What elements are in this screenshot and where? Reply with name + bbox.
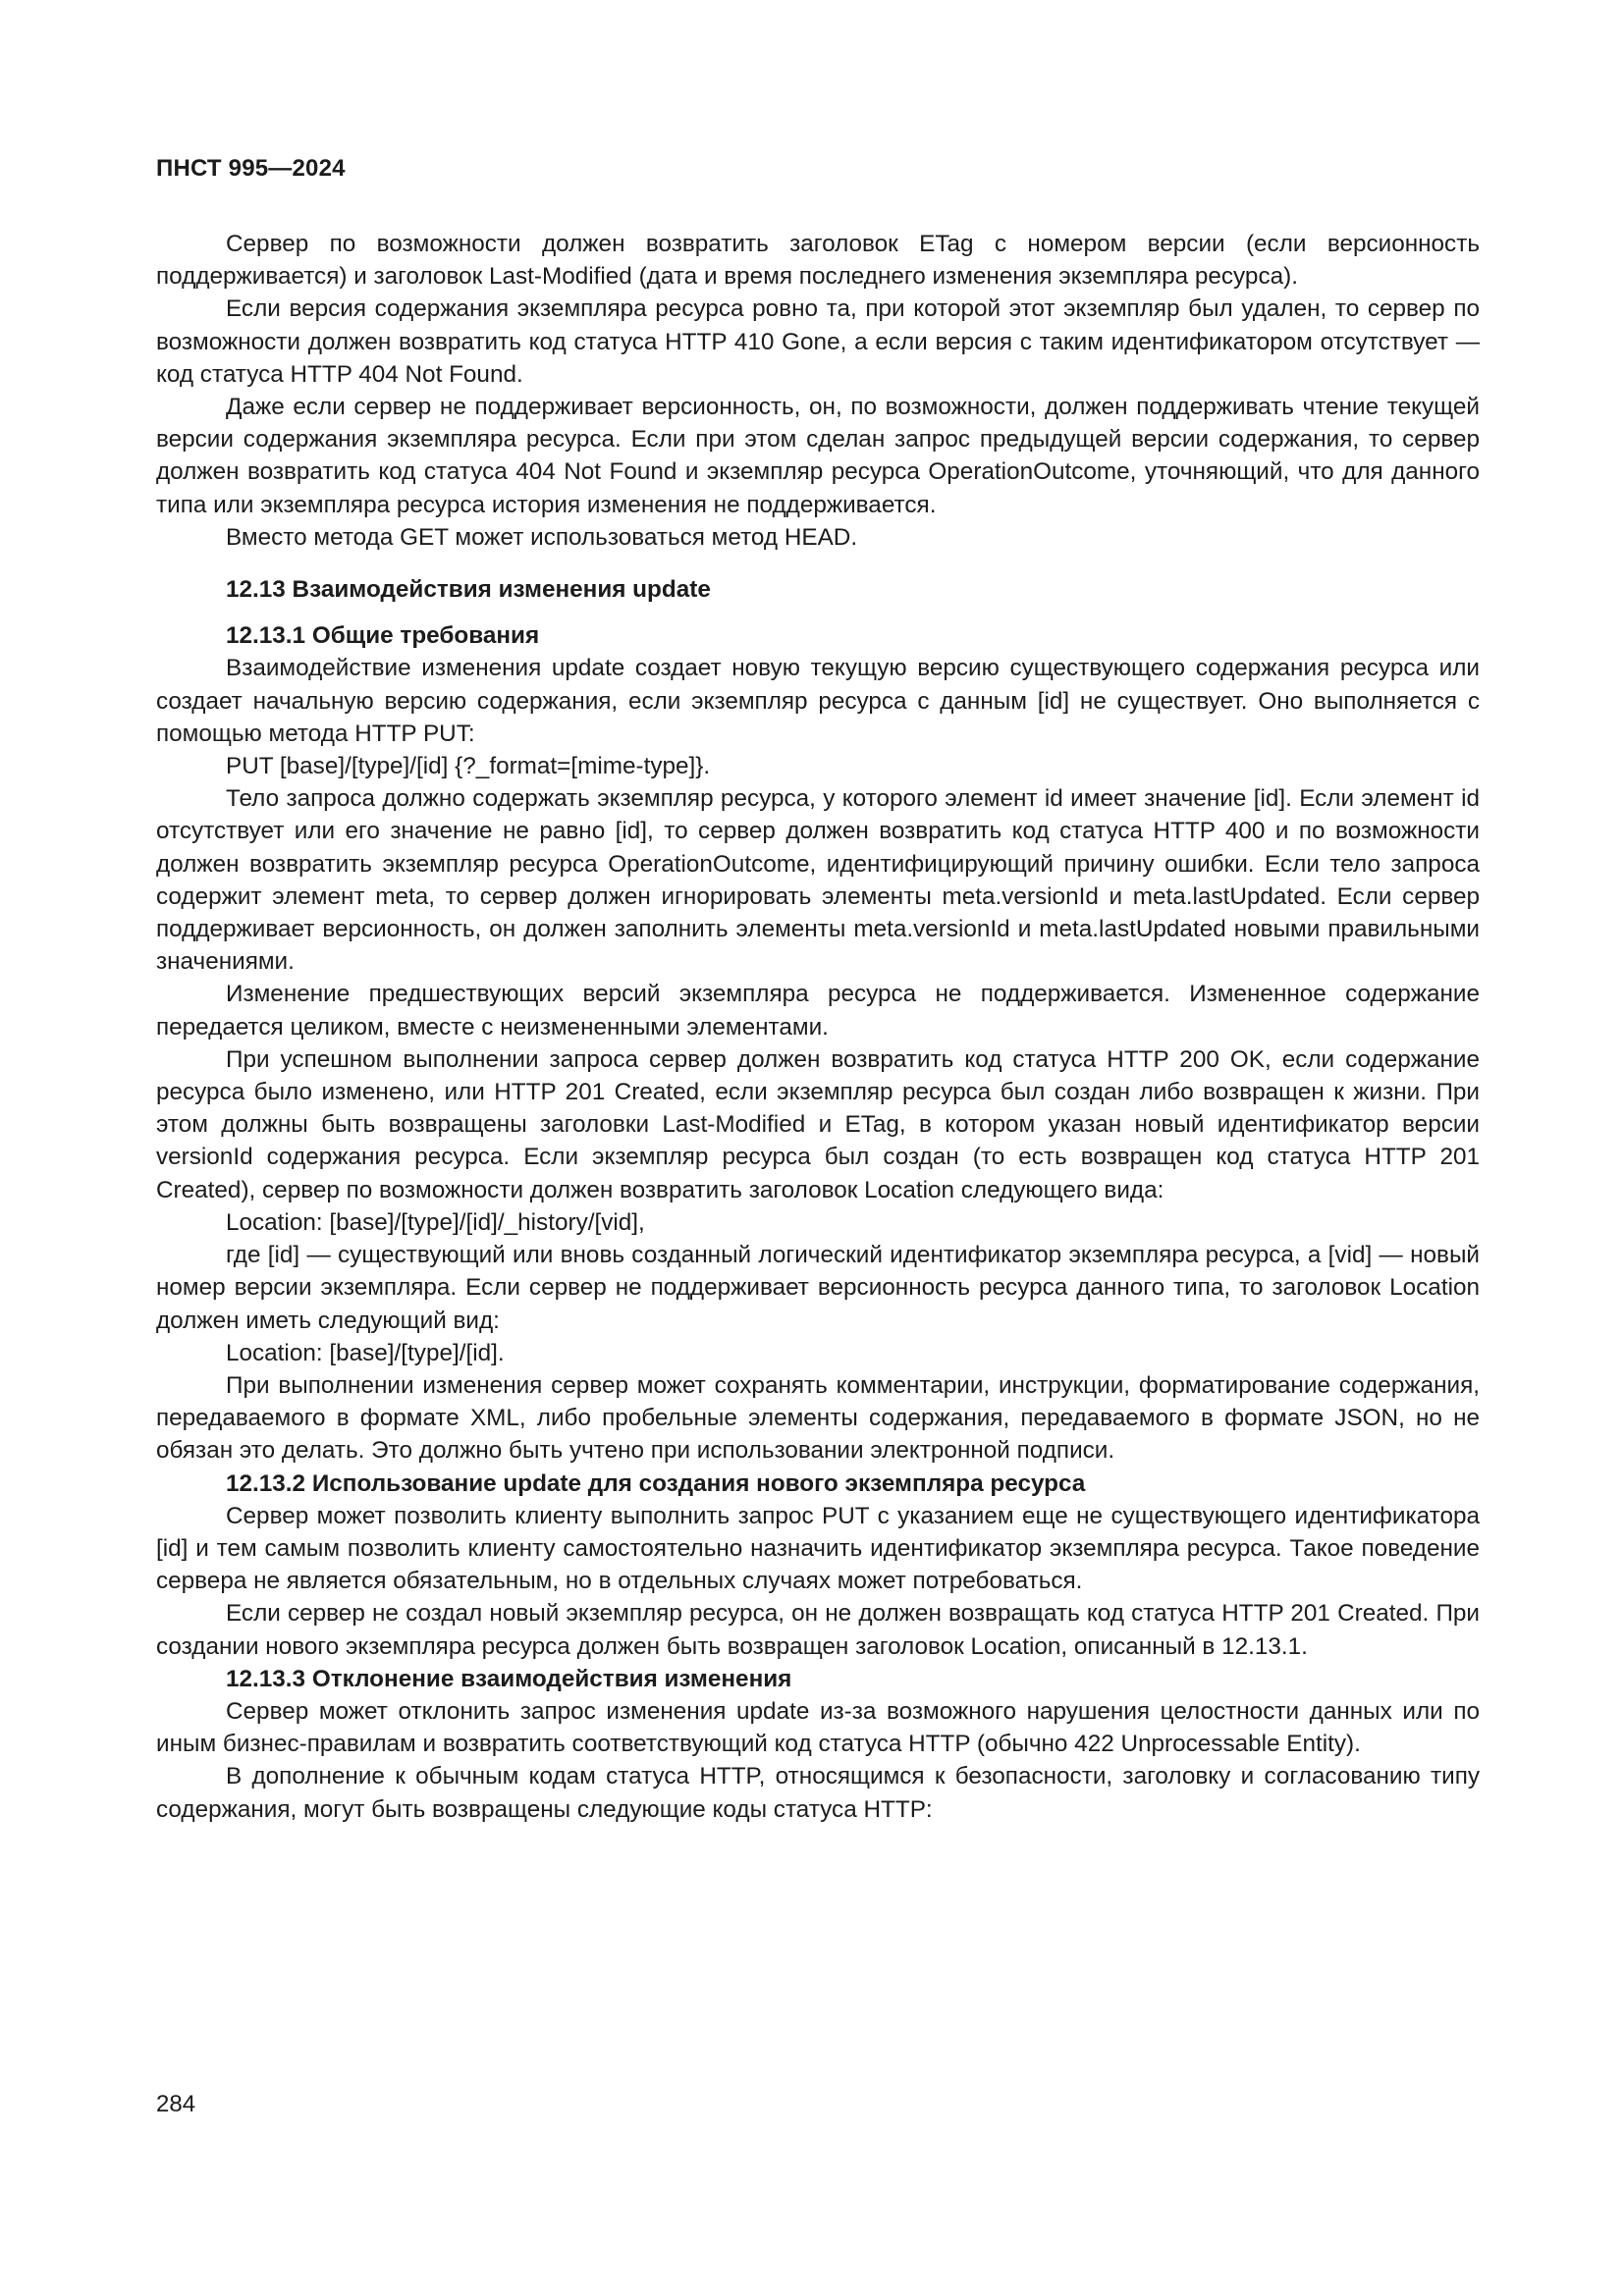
document-body: [156, 228, 1480, 1826]
section-heading-12-13-1: 12.13.1 Общие требования: [226, 622, 540, 650]
code-line: Location: [base]/[type]/[id].: [226, 1339, 505, 1366]
paragraph: Тело запроса должно содержать экземпляр ресурса, у которого элемент id имеет значение [id]. Если элемент id отсутствует или его значение не равно [id], то сервер должен возвратить код статуса HTTP 400 и по возможности должен возвратить экземпляр ресурса OperationOutcome, идентифицирующий причину ошибки. Если тело запроса содержит элемент meta, то сервер должен игнорировать элементы meta.versionId и meta.lastUpdated. Если сервер поддерживает версионность, он должен заполнить элементы meta.versionId и meta.lastUpdated новыми правильными значениями.: [156, 785, 1480, 976]
section-heading-12-13: 12.13 Взаимодействия изменения update: [226, 576, 711, 604]
paragraph: Взаимодействие изменения update создает новую текущую версию существующего содержания ресурса или создает начальную версию содержания, если экземпляр ресурса с данным [id] не существует. Оно выполняется с помощью метода HTTP PUT:: [156, 655, 1480, 747]
paragraph: Даже если сервер не поддерживает версионность, он, по возможности, должен поддерживать чтение текущей версии содержания экземпляра ресурса. Если при этом сделан запрос предыдущей версии содержания, то сервер должен возвратить код статуса 404 Not Found и экземпляр ресурса OperationOutcome, уточняющий, что для данного типа или экземпляра ресурса история изменения не поддерживается.: [156, 394, 1480, 518]
paragraph: Если сервер не создал новый экземпляр ресурса, он не должен возвращать код статуса HTTP 201 Created. При создании нового экземпляра ресурса должен быть возвращен заголовок Location, описанный в 12.13.1.: [156, 1600, 1480, 1660]
code-line: PUT [base]/[type]/[id] {?_format=[mime-type]}.: [226, 753, 711, 780]
paragraph: Сервер по возможности должен возвратить заголовок ETag с номером версии (если версионность поддерживается) и заголовок Last-Modified (дата и время последнего изменения экземпляра ресурса).: [156, 231, 1480, 291]
paragraph: В дополнение к обычным кодам статуса HTTP, относящимся к безопасности, заголовку и согласованию типу содержания, могут быть возвращены следующие коды статуса HTTP:: [156, 1763, 1480, 1823]
section-heading-12-13-2: 12.13.2 Использование update для создания нового экземпляра ресурса: [226, 1469, 1086, 1497]
paragraph: Вместо метода GET может использоваться метод HEAD.: [226, 523, 858, 551]
code-line: Location: [base]/[type]/[id]/_history/[vid],: [226, 1208, 645, 1236]
paragraph: При выполнении изменения сервер может сохранять комментарии, инструкции, форматирование содержания, передаваемого в формате XML, либо пробельные элементы содержания, передаваемого в формате JSON, но не обязан это делать. Это должно быть учтено при использовании электронной подписи.: [156, 1371, 1480, 1465]
document-code-header: ПНСТ 995—2024: [156, 155, 346, 182]
section-heading-12-13-3: 12.13.3 Отклонение взаимодействия изменения: [226, 1665, 792, 1692]
paragraph: Сервер может позволить клиенту выполнить запрос PUT с указанием еще не существующего идентификатора [id] и тем самым позволить клиенту самостоятельно назначить идентификатор экземпляра ресурса. Такое поведение сервера не является обязательным, но в отдельных случаях может потребоваться.: [156, 1502, 1480, 1595]
paragraph: Если версия содержания экземпляра ресурса ровно та, при которой этот экземпляр был удален, то сервер по возможности должен возвратить код статуса HTTP 410 Gone, а если версия с таким идентификатором отсутствует — код статуса HTTP 404 Not Found.: [156, 295, 1480, 388]
page-number: 284: [156, 2091, 196, 2117]
paragraph: где [id] — существующий или вновь созданный логический идентификатор экземпляра ресурса, а [vid] — новый номер версии экземпляра. Если сервер не поддерживает версионность ресурса данного типа, то заголовок Location должен иметь следующий вид:: [156, 1242, 1480, 1334]
paragraph: Сервер может отклонить запрос изменения update из-за возможного нарушения целостности данных или по иным бизнес-правилам и возвратить соответствующий код статуса HTTP (обычно 422 Unprocessable Entity).: [156, 1697, 1480, 1758]
paragraph: При успешном выполнении запроса сервер должен возвратить код статуса HTTP 200 OK, если содержание ресурса было изменено, или HTTP 201 Created, если экземпляр ресурса был создан либо возвращен к жизни. При этом должны быть возвращены заголовки Last-Modified и ETag, в котором указан новый идентификатор версии versionId содержания ресурса. Если экземпляр ресурса был создан (то есть возвращен код статуса HTTP 201 Created), сервер по возможности должен возвратить заголовок Location следующего вида:: [156, 1045, 1480, 1203]
paragraph: Изменение предшествующих версий экземпляра ресурса не поддерживается. Измененное содержание передается целиком, вместе с неизмененными элементами.: [156, 981, 1480, 1041]
